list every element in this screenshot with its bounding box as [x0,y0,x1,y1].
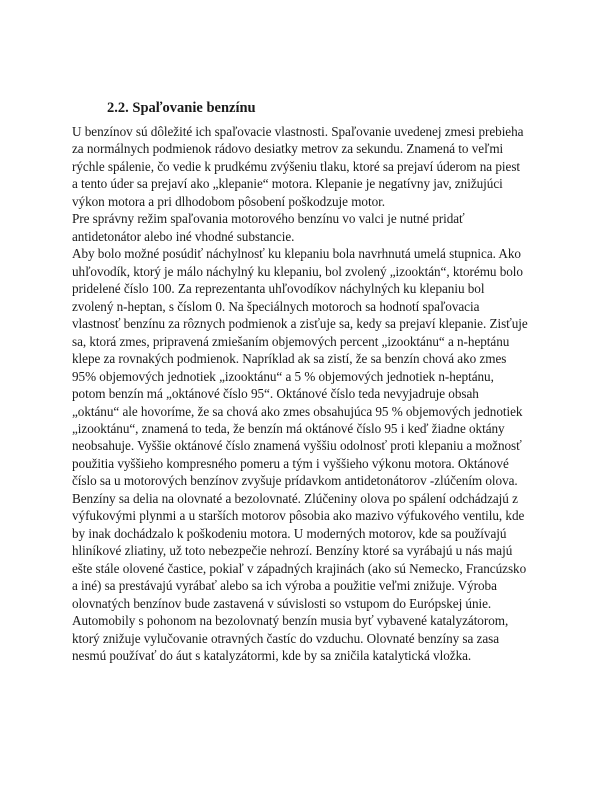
text-line: olovnatých benzínov bude zastavená v súvislosti so vstupom do Európskej únie. [72,595,492,611]
text-line: klepe za rovnakých podmienok. Napríklad ak sa zistí, že sa benzín chová ako zmes [72,351,507,367]
section-heading: 2.2. Spaľovanie benzínu [107,100,256,116]
text-line: hliníkové zliatiny, už toto nebezpečie nehrozí. Benzíny ktoré sa vyrábajú u nás majú [72,543,513,559]
text-line: U benzínov sú dôležité ich spaľovacie vlastnosti. Spaľovanie uvedenej zmesi prebieha [72,124,524,139]
text-line: za normálnych podmienok rádovo desiatky metrov za sekundu. Znamená to veľmi [72,141,504,157]
text-line: zvolený n-heptan, s číslom 0. Na špeciálnych motoroch sa hodnotí spaľovacia [72,298,480,314]
text-line: potom benzín má „oktánové číslo 95“. Oktánové číslo teda nevyjadruje obsah [72,386,479,402]
text-line: „oktánu“ ale hovoríme, že sa chová ako zmes obsahujúca 95 % objemových jednotiek [72,403,523,419]
text-line: použitia vyššieho kompresného pomeru a tým i vyššieho výkonu motora. Oktánové [72,455,509,471]
text-line: Automobily s pohonom na bezolovnatý benzín musia byť vybavené katalyzátorom, [72,613,509,629]
text-line: 95% objemových jednotiek „izooktánu“ a 5 % objemových jednotiek n-heptánu, [72,368,494,384]
text-line: neobsahuje. Vyššie oktánové číslo znamená vyššiu odolnosť proti klepaniu a možnosť [72,438,522,454]
body-text [72,123,542,665]
text-line: ešte stále olovené častice, pokiaľ v západných krajinách (ako sú Nemecko, Francúzsko [72,560,527,576]
text-line: výkon motora a pri dlhodobom pôsobení poškodzuje motor. [72,193,385,209]
text-line: číslo sa u motorových benzínov zvyšuje prídavkom antidetonátorov -zlúčením olova. [72,473,518,489]
text-line: „izooktánu“, znamená to teda, že benzín má oktánové číslo 95 i keď žiadne oktány [72,420,505,436]
text-line: uhľovodík, ktorý je málo náchylný ku klepaniu, bol zvolený „izooktán“, ktorému bolo [72,263,523,279]
text-line: ktorý znižuje vylučovanie otravných častíc do vzduchu. Olovnaté benzíny sa zasa [72,630,500,646]
text-line: Benzíny sa delia na olovnaté a bezolovnaté. Zlúčeniny olova po spálení odchádzajú z [72,490,518,506]
text-line: sa, ktorá zmes, pripravená zmiešaním objemových percent „izooktánu“ a n-heptánu [72,333,510,349]
text-line: a iné) sa prestávajú vyrábať alebo sa ich výroba a použitie veľmi znižuje. Výroba [72,578,497,594]
text-line: Aby bolo možné posúdiť náchylnosť ku klepaniu bola navrhnutá umelá stupnica. Ako [72,246,521,262]
text-line: rýchle spálenie, čo vedie k prudkému zvýšeniu tlaku, ktoré sa prejaví úderom na piest [72,158,521,174]
text-line: Pre správny režim spaľovania motorového benzínu vo valci je nutné pridať [72,211,465,227]
text-line: a tento úder sa prejaví ako „klepanie“ motora. Klepanie je negatívny jav, znižujúci [72,176,503,192]
text-line: výfukovými plynmi a u starších motorov pôsobia ako mazivo výfukového ventilu, kde [72,508,525,524]
text-line: vlastnosť benzínu za rôznych podmienok a zisťuje sa, kedy sa prejaví klepanie. Zisťuje [72,316,528,332]
text-line: pridelené číslo 100. Za reprezentanta uhľovodíkov náchylných ku klepaniu bol [72,281,485,297]
text-line: antidetonátor alebo iné vhodné substancie. [72,228,295,244]
text-line: nesmú používať do áut s katalyzátormi, kde by sa zničila katalytická vložka. [72,648,472,664]
text-line: by inak dochádzalo k poškodeniu motora. U moderných motorov, kde sa používajú [72,525,507,541]
